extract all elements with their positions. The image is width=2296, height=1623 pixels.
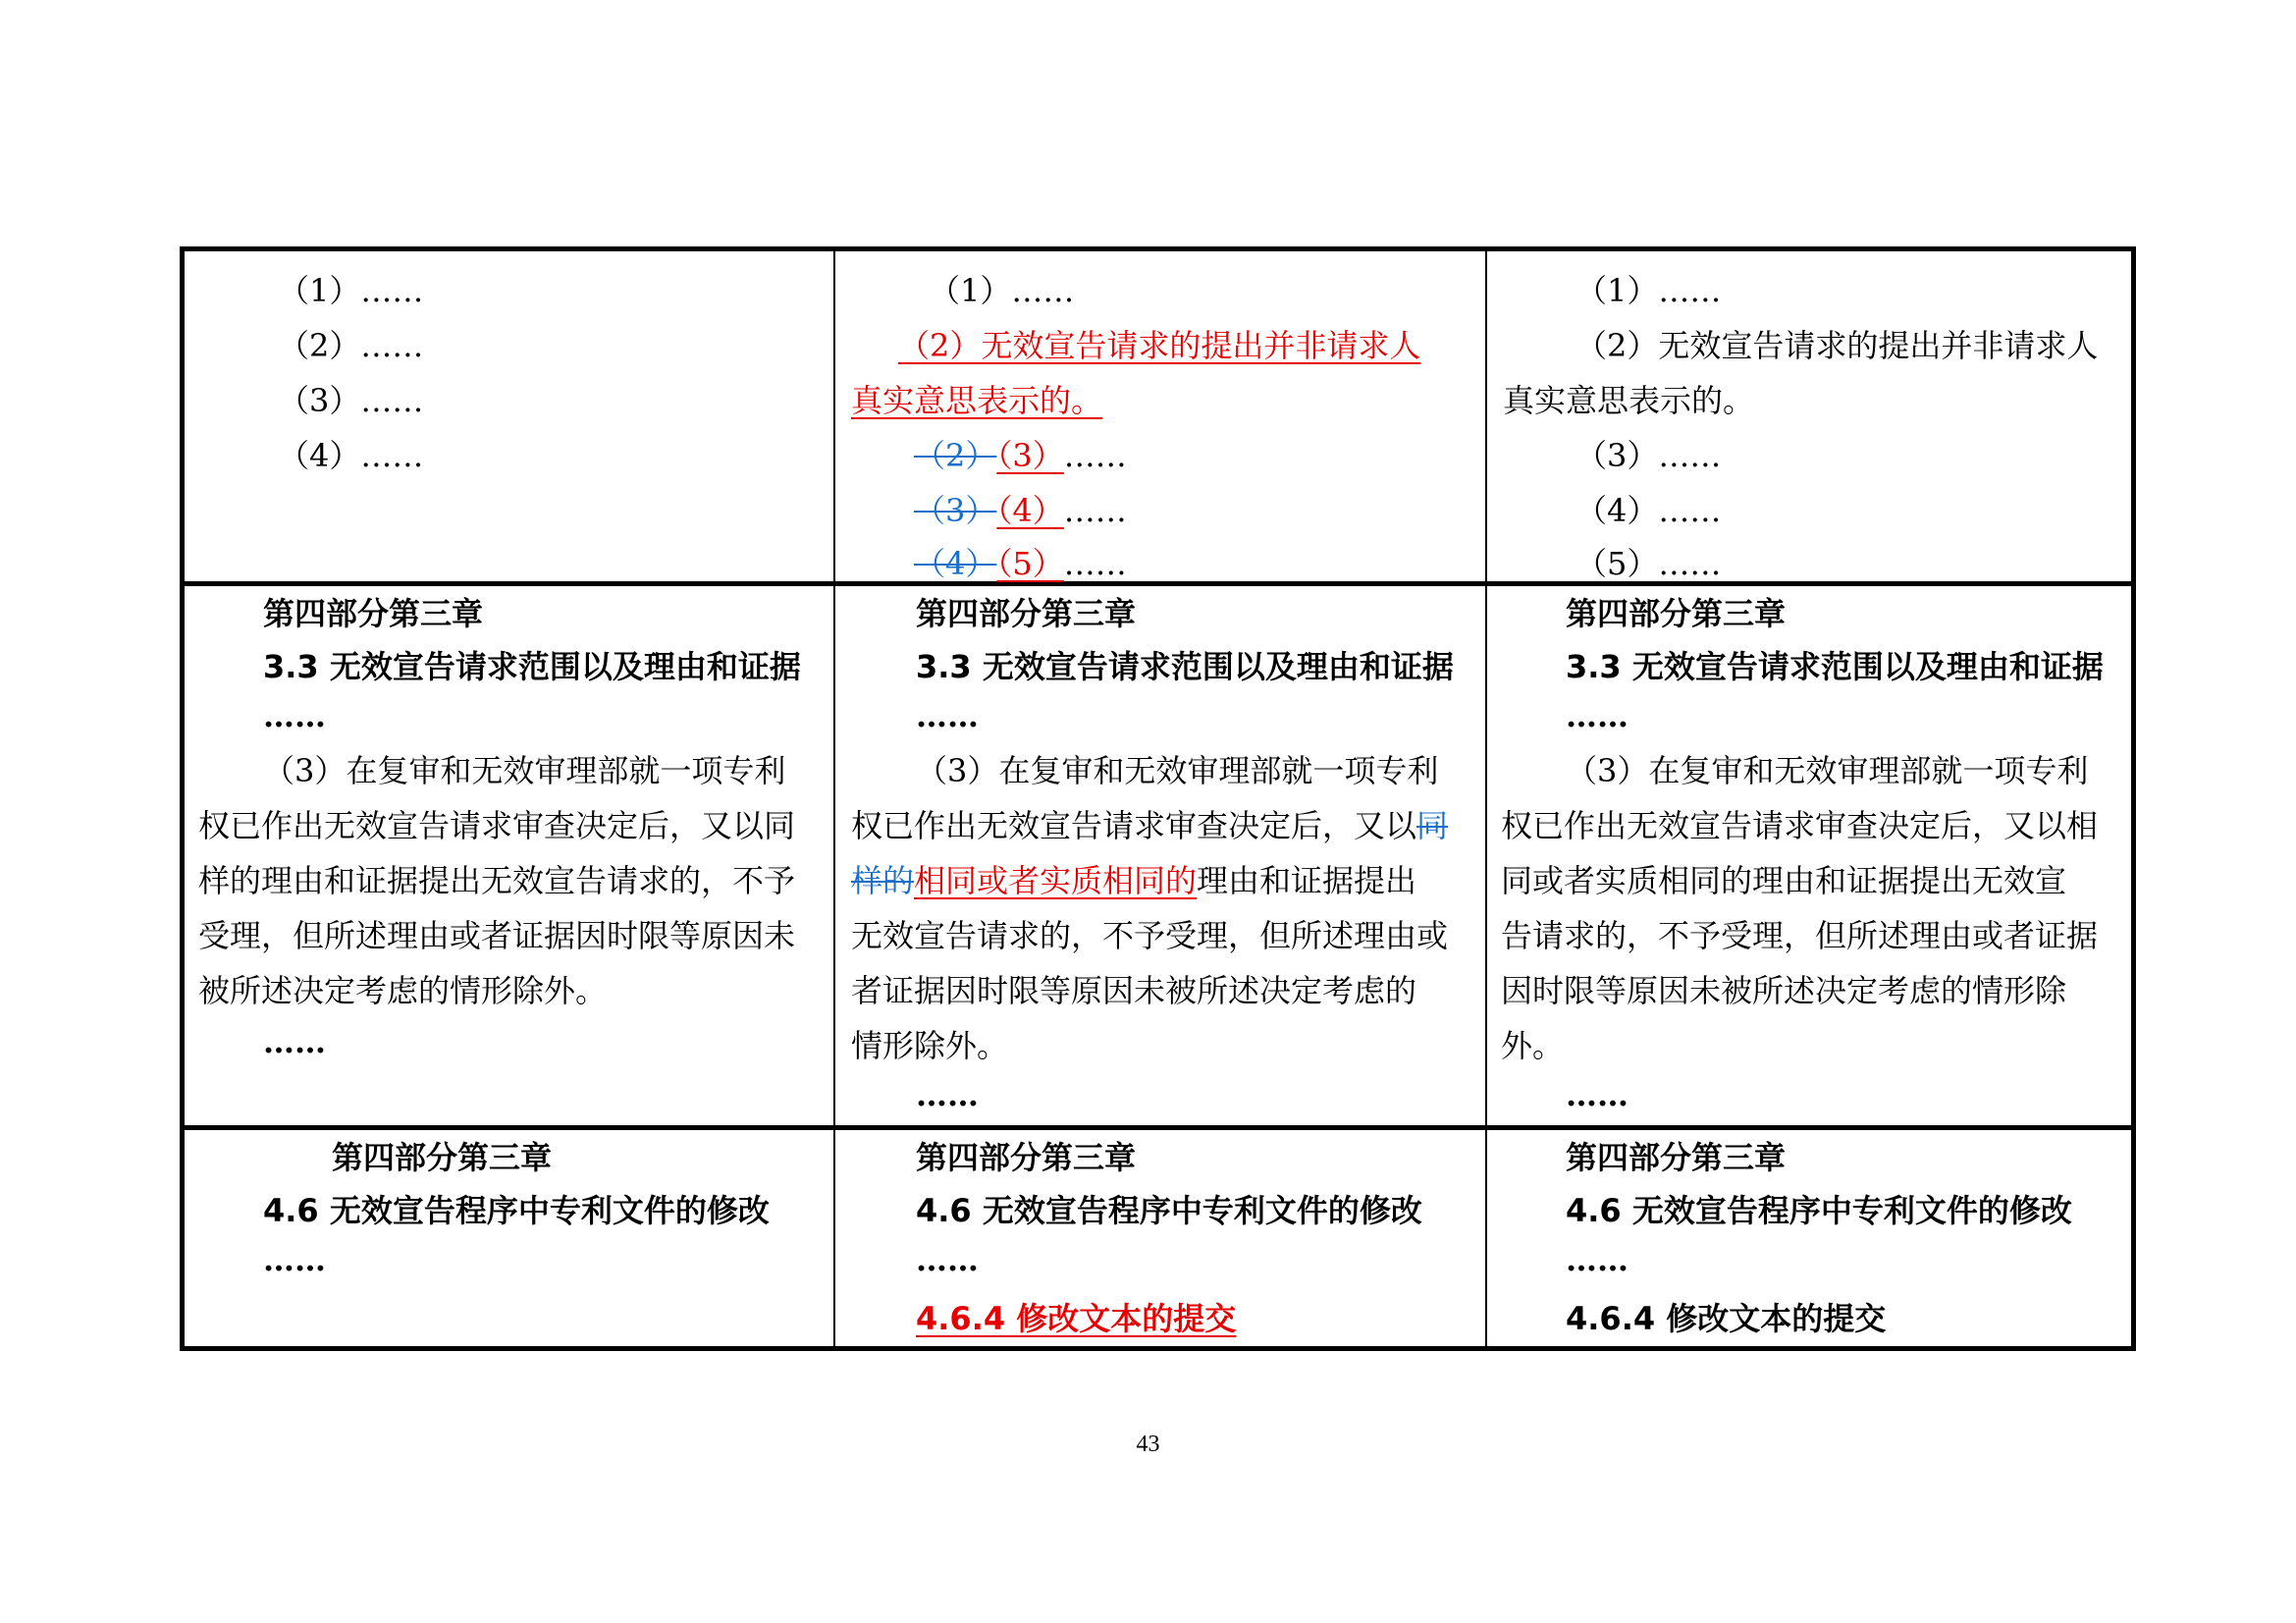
row3-col1-cell (185, 1130, 833, 1346)
inserted-text: （2）无效宣告请求的提出并非请求人 (898, 327, 1421, 364)
item-text: …… (1063, 492, 1127, 529)
list-item-3: （3）…… (278, 382, 424, 419)
paragraph-line-4: 告请求的，不予受理，但所述理由或者证据 (1501, 917, 2099, 954)
row1-col1-cell (185, 251, 833, 581)
list-item-2-line-2: 真实意思表示的。 (1503, 382, 1755, 419)
renumbered-item-5 (914, 536, 1485, 591)
inserted-number: （5） (996, 545, 1064, 582)
item-text: …… (1063, 437, 1127, 474)
chapter-heading: 第四部分第三章 (263, 595, 484, 632)
ellipsis: …… (263, 1023, 326, 1060)
paragraph-text: 权已作出无效宣告请求审查决定后，又以 (851, 807, 1417, 844)
section-heading: 3.3 无效宣告请求范围以及理由和证据 (916, 648, 1454, 685)
paragraph-line-2 (851, 798, 1485, 853)
inserted-item-line-2 (851, 373, 1485, 428)
comparison-table (180, 246, 2136, 1351)
chapter-heading: 第四部分第三章 (1566, 1139, 1787, 1176)
section-heading: 3.3 无效宣告请求范围以及理由和证据 (263, 648, 801, 685)
deleted-number: （4） (914, 545, 997, 582)
item-text: …… (1063, 545, 1127, 582)
chapter-heading: 第四部分第三章 (916, 1139, 1137, 1176)
list-item-1: （1）…… (929, 272, 1075, 309)
paragraph-line-6: 情形除外。 (851, 1027, 1009, 1064)
chapter-heading: 第四部分第三章 (916, 595, 1137, 632)
paragraph-line-3: 同或者实质相同的理由和证据提出无效宣 (1501, 862, 2067, 899)
section-heading: 3.3 无效宣告请求范围以及理由和证据 (1566, 648, 2104, 685)
paragraph-line-5: 者证据因时限等原因未被所述决定考虑的 (851, 972, 1417, 1009)
deleted-number: （2） (914, 437, 997, 474)
paragraph-line-3 (851, 853, 1485, 908)
row1-col2-cell (835, 251, 1485, 581)
list-item-1: （1）…… (1575, 272, 1722, 309)
row2-col2-cell (835, 586, 1485, 1125)
new-section-heading (916, 1291, 1485, 1346)
deleted-text: 同 (1416, 807, 1449, 844)
inserted-text: 真实意思表示的。 (851, 382, 1103, 419)
inserted-number: （4） (996, 492, 1064, 529)
row2-col3-cell (1487, 586, 2131, 1125)
deleted-text: 样的 (851, 862, 915, 899)
inserted-text: 4.6.4 修改文本的提交 (916, 1300, 1237, 1337)
new-section-heading: 4.6.4 修改文本的提交 (1566, 1300, 1887, 1337)
list-item-4: （4）…… (278, 437, 424, 474)
paragraph-line-6: 外。 (1501, 1027, 1565, 1064)
ellipsis: …… (916, 1241, 979, 1278)
row2-col1-cell (185, 586, 833, 1125)
row1-col3-cell (1487, 251, 2131, 581)
section-heading: 4.6 无效宣告程序中专利文件的修改 (916, 1192, 1422, 1229)
section-heading: 4.6 无效宣告程序中专利文件的修改 (263, 1192, 770, 1229)
list-item-2: （2）…… (278, 327, 424, 364)
page-number: 43 (1136, 1432, 1160, 1457)
list-item-5: （5）…… (1575, 545, 1722, 582)
paragraph-line-5: 被所述决定考虑的情形除外。 (198, 972, 608, 1009)
inserted-text: 相同或者实质相同的 (914, 862, 1198, 899)
paragraph-line-5: 因时限等原因未被所述决定考虑的情形除 (1501, 972, 2067, 1009)
list-item-4: （4）…… (1575, 492, 1722, 529)
inserted-number: （3） (996, 437, 1064, 474)
renumbered-item-4 (914, 483, 1485, 538)
section-heading: 4.6 无效宣告程序中专利文件的修改 (1566, 1192, 2072, 1229)
ellipsis: …… (916, 697, 979, 734)
renumbered-item-3 (914, 428, 1485, 483)
ellipsis: …… (263, 1241, 326, 1278)
list-item-2-line-1: （2）无效宣告请求的提出并非请求人 (1575, 327, 2099, 364)
paragraph-line-2: 权已作出无效宣告请求审查决定后，又以同 (198, 807, 796, 844)
chapter-heading: 第四部分第三章 (332, 1139, 553, 1176)
inserted-item-line-1 (851, 318, 1485, 373)
paragraph-line-1: （3）在复审和无效审理部就一项专利 (916, 752, 1439, 789)
ellipsis: …… (1566, 697, 1629, 734)
ellipsis: …… (263, 697, 326, 734)
paragraph-line-1: （3）在复审和无效审理部就一项专利 (263, 752, 786, 789)
ellipsis: …… (1566, 1076, 1629, 1113)
paragraph-line-2: 权已作出无效宣告请求审查决定后，又以相 (1501, 807, 2099, 844)
paragraph-line-1: （3）在复审和无效审理部就一项专利 (1566, 752, 2089, 789)
paragraph-line-4: 无效宣告请求的，不予受理，但所述理由或 (851, 917, 1449, 954)
list-item-1: （1）…… (278, 272, 424, 309)
ellipsis: …… (916, 1076, 979, 1113)
row3-col2-cell (835, 1130, 1485, 1346)
paragraph-text: 理由和证据提出 (1197, 862, 1417, 899)
deleted-number: （3） (914, 492, 997, 529)
chapter-heading: 第四部分第三章 (1566, 595, 1787, 632)
paragraph-line-3: 样的理由和证据提出无效宣告请求的，不予 (198, 862, 796, 899)
paragraph-line-4: 受理，但所述理由或者证据因时限等原因未 (198, 917, 796, 954)
row3-col3-cell (1487, 1130, 2131, 1346)
list-item-3: （3）…… (1575, 437, 1722, 474)
ellipsis: …… (1566, 1241, 1629, 1278)
